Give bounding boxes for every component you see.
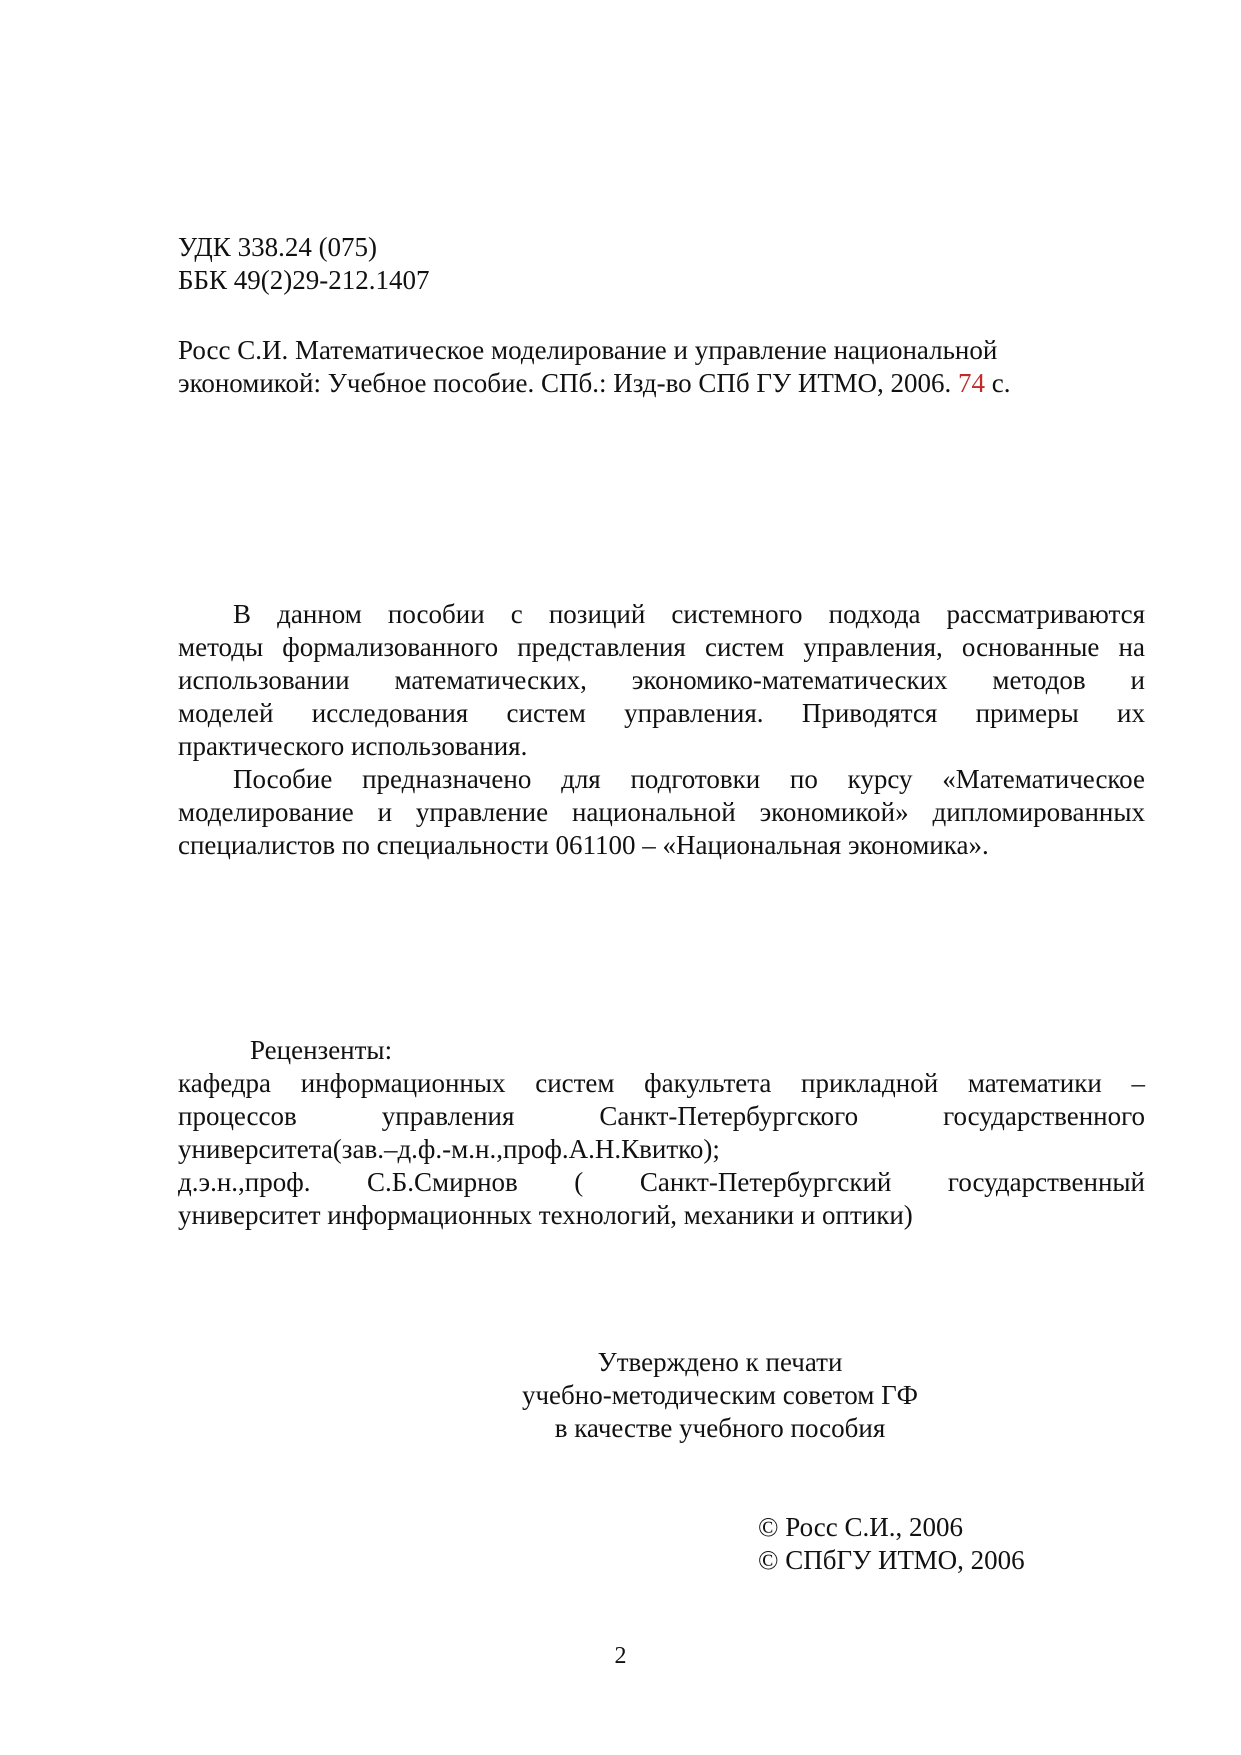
- reviewers-heading: Рецензенты:: [250, 1035, 393, 1065]
- abstract-p1-line: практического использования.: [178, 731, 528, 761]
- copyright-notice: [758, 1511, 1118, 1577]
- abstract-p1-line: методы формализованного представления систем управления, основанные на: [178, 632, 1145, 662]
- approval-line: в качестве учебного пособия: [554, 1413, 886, 1443]
- page-number: 2: [614, 1643, 627, 1669]
- approval-line: Утверждено к печати: [597, 1347, 843, 1377]
- reviewer-line: процессов управления Санкт-Петербургского государственного: [178, 1101, 1145, 1131]
- citation-pages-unit: с.: [991, 368, 1011, 398]
- bibliographic-citation: [178, 334, 1145, 400]
- citation-page-count: 74: [958, 368, 986, 398]
- reviewer-line: д.э.н.,проф. С.Б.Смирнов ( Санкт-Петербургский государственный: [178, 1167, 1145, 1197]
- approval-line: учебно-методическим советом ГФ: [521, 1380, 919, 1410]
- bbk-code: ББК 49(2)29-212.1407: [178, 265, 430, 295]
- citation-publisher: экономикой: Учебное пособие. СПб.: Изд-во СПб ГУ ИТМО, 2006.: [178, 368, 952, 398]
- citation-line-1: Росс С.И. Математическое моделирование и управление национальной: [178, 335, 998, 365]
- reviewer-line: университета(зав.–д.ф.-м.н.,проф.А.Н.Квитко);: [178, 1134, 720, 1164]
- abstract-p2-line: Пособие предназначено для подготовки по курсу «Математическое: [233, 764, 1145, 794]
- reviewer-line: университет информационных технологий, механики и оптики): [178, 1200, 913, 1230]
- abstract-p2-line: моделирование и управление национальной экономикой» дипломированных: [178, 797, 1145, 827]
- abstract-p1-line: В данном пособии с позиций системного подхода рассматриваются: [233, 599, 1145, 629]
- abstract-p1-line: моделей исследования систем управления. Приводятся примеры их: [178, 698, 1145, 728]
- classification-codes: [178, 231, 1145, 297]
- reviewers: [178, 1034, 1145, 1232]
- copyright-line: © СПбГУ ИТМО, 2006: [758, 1545, 1025, 1575]
- abstract-p1-line: использовании математических, экономико-математических методов и: [178, 665, 1145, 695]
- abstract: [178, 598, 1145, 862]
- udk-code: УДК 338.24 (075): [178, 232, 378, 262]
- copyright-line: © Росс С.И., 2006: [758, 1512, 964, 1542]
- reviewer-line: кафедра информационных систем факультета прикладной математики –: [178, 1068, 1145, 1098]
- approval-note: [430, 1346, 1010, 1445]
- citation-line-2: [178, 367, 1145, 400]
- abstract-p2-line: специалистов по специальности 061100 – «Национальная экономика».: [178, 830, 989, 860]
